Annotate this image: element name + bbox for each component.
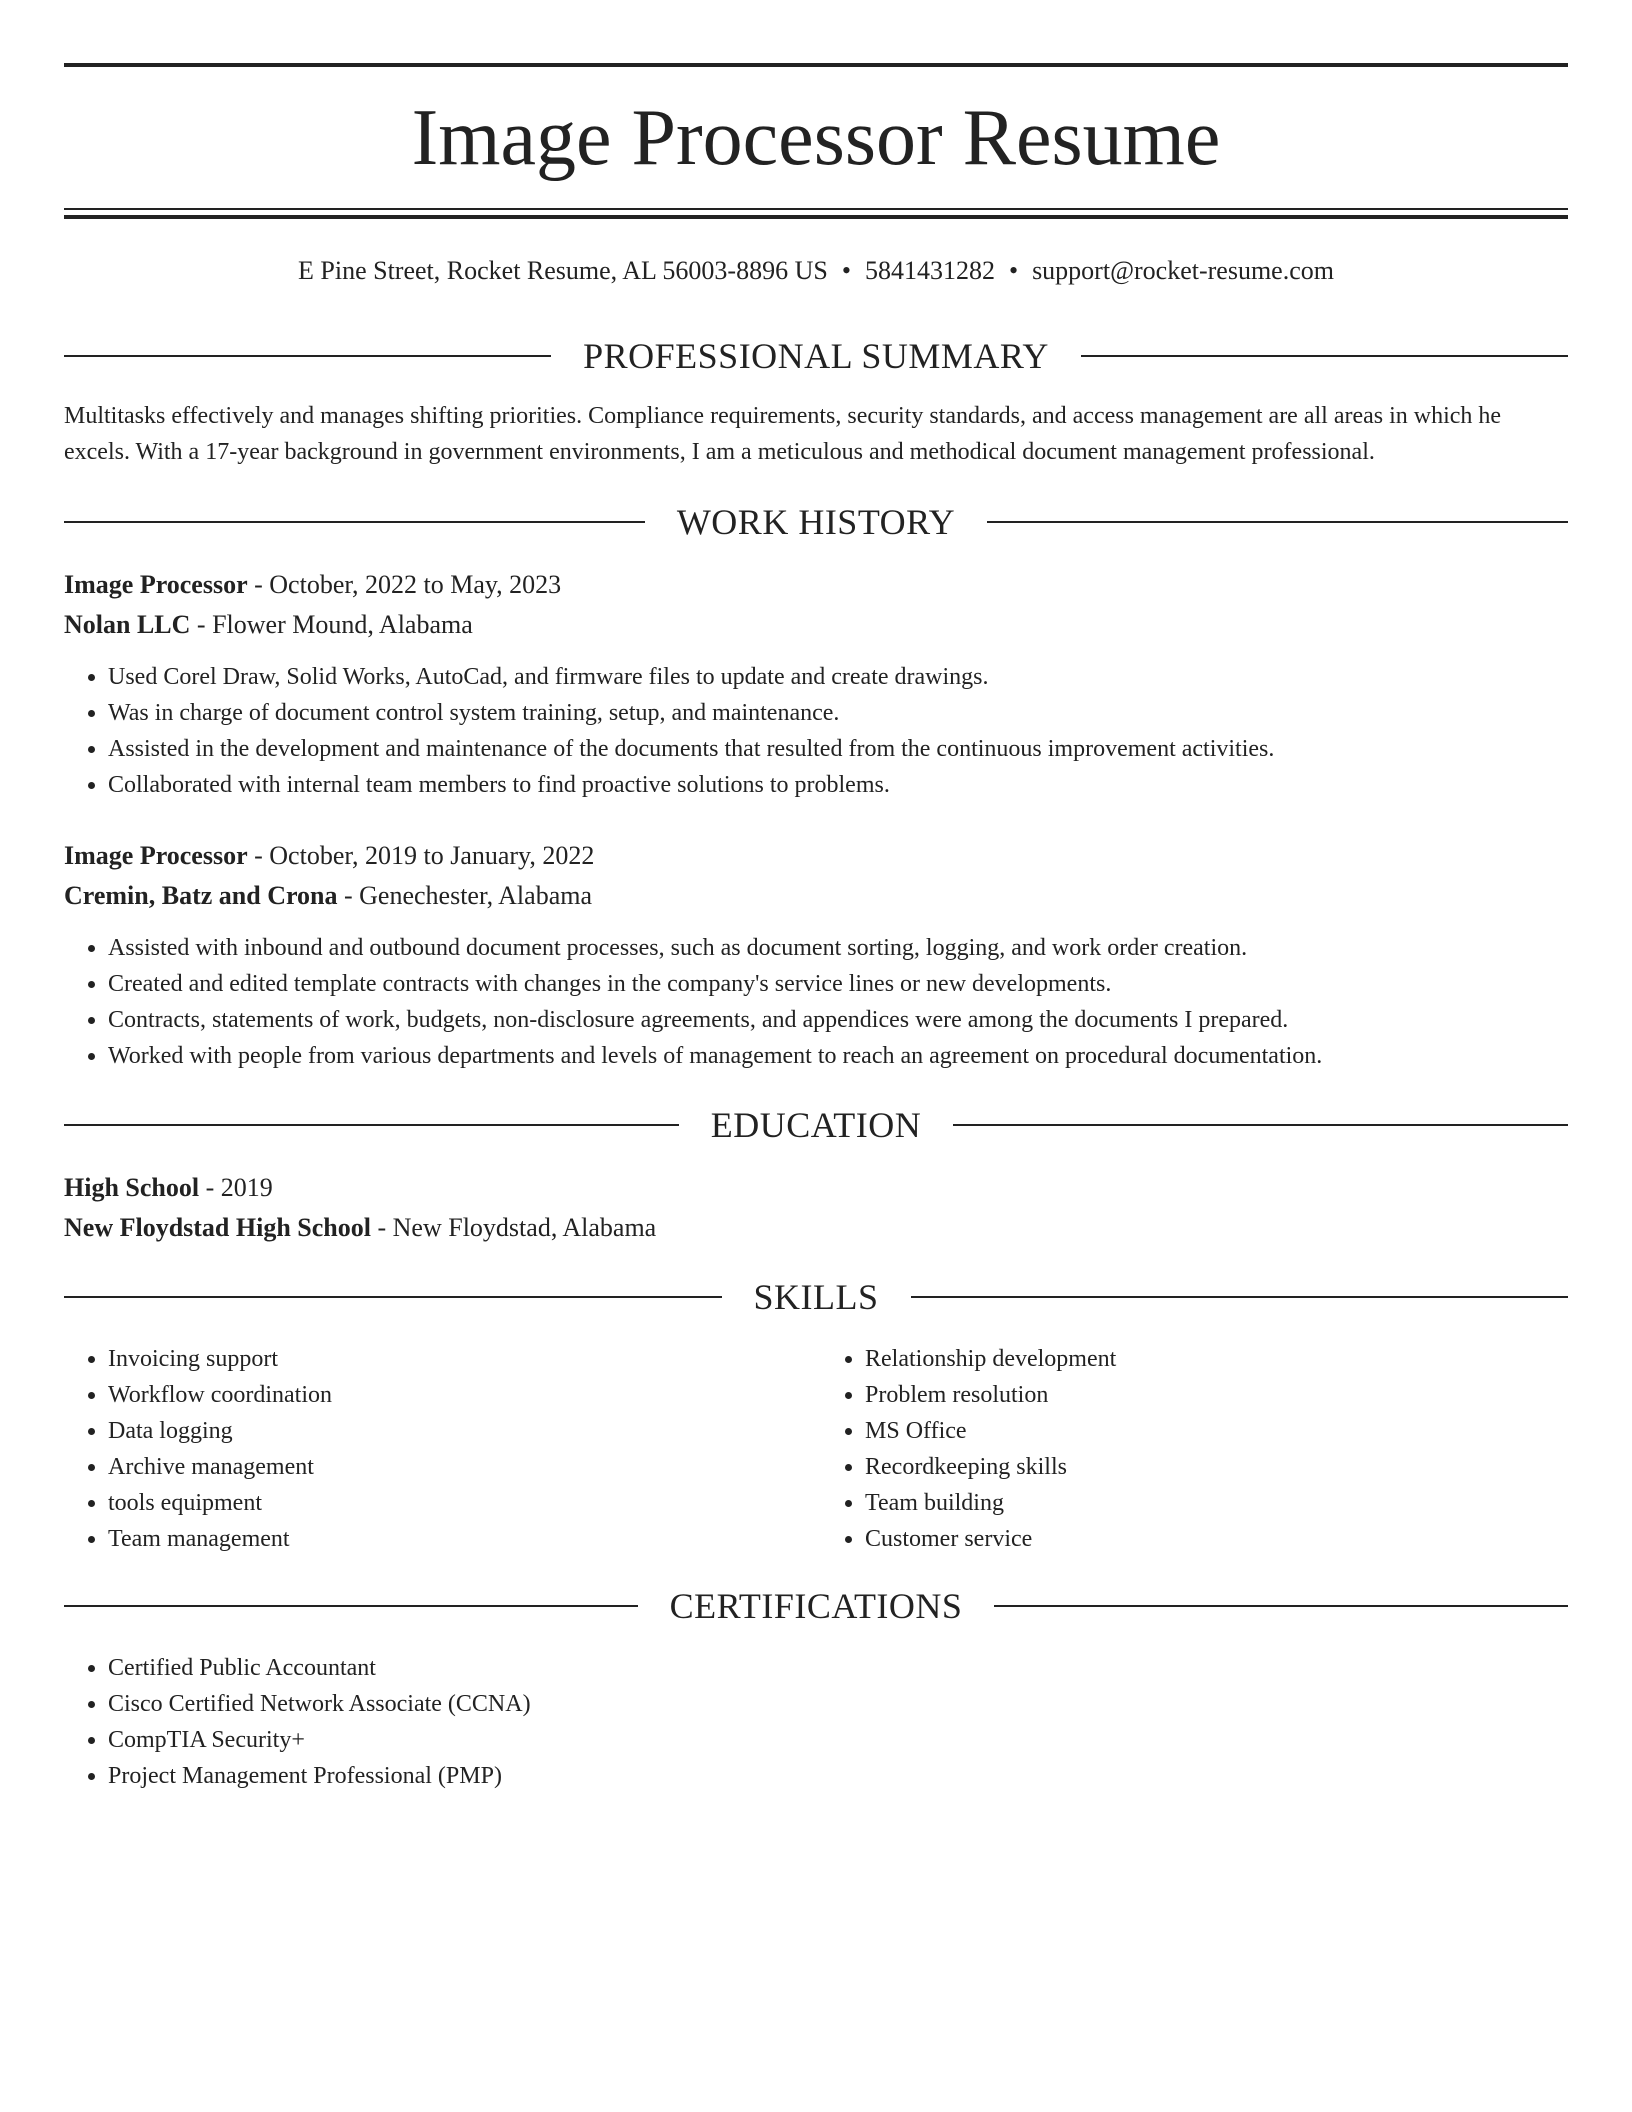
section-rule: [64, 1605, 638, 1607]
section-rule: [911, 1296, 1569, 1298]
job-company-line: [64, 605, 1568, 645]
section-title-summary: PROFESSIONAL SUMMARY: [583, 336, 1049, 376]
list-item: • Team building: [865, 1485, 1568, 1521]
section-rule: [64, 1296, 722, 1298]
job-title: Image Processor: [64, 841, 248, 870]
job-dates: - October, 2019 to January, 2022: [247, 841, 595, 870]
section-rule: [994, 1605, 1568, 1607]
list-item: • Team management: [108, 1521, 811, 1557]
section-header-skills: [64, 1275, 1568, 1319]
list-item: • MS Office: [865, 1413, 1568, 1449]
list-item: • Cisco Certified Network Associate (CCNA): [108, 1686, 1568, 1722]
job-entry: [64, 565, 1568, 803]
job-title-line: [64, 565, 1568, 605]
list-item: • Invoicing support: [108, 1341, 811, 1377]
list-item: • Used Corel Draw, Solid Works, AutoCad, and firmware files to update and create drawings.: [108, 659, 1568, 695]
contact-phone: 5841431282: [864, 256, 995, 285]
education-year: - 2019: [199, 1173, 273, 1202]
section-header-summary: [64, 334, 1568, 378]
section-title-skills: SKILLS: [753, 1277, 879, 1317]
job-bullets: [64, 930, 1568, 1074]
job-location: - Flower Mound, Alabama: [190, 610, 473, 639]
section-title-education: EDUCATION: [710, 1105, 922, 1145]
summary-block: [64, 398, 1568, 470]
section-header-education: [64, 1103, 1568, 1147]
section-header-certifications: [64, 1584, 1568, 1628]
education-school-line: [64, 1208, 1568, 1248]
job-company-line: [64, 876, 1568, 916]
job-company: Nolan LLC: [64, 610, 191, 639]
list-item: • Customer service: [865, 1521, 1568, 1557]
list-item: • Created and edited template contracts with changes in the company's service lines or new developments.: [108, 966, 1568, 1002]
contact-address: E Pine Street, Rocket Resume, AL 56003-8896 US: [298, 256, 828, 285]
list-item: • Assisted with inbound and outbound document processes, such as document sorting, logging, and work order creation.: [108, 930, 1568, 966]
list-item: • Archive management: [108, 1449, 811, 1485]
section-title-certifications: CERTIFICATIONS: [669, 1586, 963, 1626]
list-item: • Recordkeeping skills: [865, 1449, 1568, 1485]
certifications-list-block: [64, 1650, 1568, 1794]
education-degree-line: [64, 1168, 1568, 1208]
section-rule: [64, 355, 551, 357]
contact-separator: •: [1008, 256, 1019, 285]
contact-email: support@rocket-resume.com: [1032, 256, 1334, 285]
list-item: • Certified Public Accountant: [108, 1650, 1568, 1686]
contact-separator: •: [841, 256, 851, 285]
section-rule: [64, 521, 645, 523]
education-entry: [64, 1168, 1568, 1248]
job-entry: [64, 836, 1568, 1074]
education-school: New Floydstad High School: [64, 1213, 371, 1242]
section-rule: [987, 521, 1568, 523]
title-rule-thick: [64, 215, 1568, 219]
list-item: • Relationship development: [865, 1341, 1568, 1377]
list-item: • Project Management Professional (PMP): [108, 1758, 1568, 1794]
job-dates: - October, 2022 to May, 2023: [247, 570, 562, 599]
certifications-list: [64, 1650, 1568, 1794]
job-title: Image Processor: [64, 570, 248, 599]
list-item: • Worked with people from various departments and levels of management to reach an agreement on procedural documentation.: [108, 1038, 1568, 1074]
list-item: • Data logging: [108, 1413, 811, 1449]
list-item: • Contracts, statements of work, budgets, non-disclosure agreements, and appendices were among the documents I prepared.: [108, 1002, 1568, 1038]
section-rule: [64, 1124, 679, 1126]
section-rule: [1081, 355, 1568, 357]
skills-column-left: [64, 1341, 811, 1557]
list-item: • CompTIA Security+: [108, 1722, 1568, 1758]
list-item: • Was in charge of document control system training, setup, and maintenance.: [108, 695, 1568, 731]
section-header-work: [64, 500, 1568, 544]
job-location: - Genechester, Alabama: [337, 881, 593, 910]
education-location: - New Floydstad, Alabama: [371, 1213, 657, 1242]
section-rule: [953, 1124, 1568, 1126]
list-item: • Workflow coordination: [108, 1377, 811, 1413]
contact-line: [64, 254, 1568, 288]
section-title-work: WORK HISTORY: [676, 502, 956, 542]
list-item: • Collaborated with internal team members to find proactive solutions to problems.: [108, 767, 1568, 803]
list-item: • Problem resolution: [865, 1377, 1568, 1413]
list-item: • tools equipment: [108, 1485, 811, 1521]
top-rule: [64, 63, 1568, 67]
skills-column-right: [811, 1341, 1568, 1557]
job-bullets: [64, 659, 1568, 803]
list-item: • Assisted in the development and maintenance of the documents that resulted from the continuous improvement activities.: [108, 731, 1568, 767]
page-title: Image Processor Resume: [411, 94, 1221, 182]
job-title-line: [64, 836, 1568, 876]
summary-text: Multitasks effectively and manages shifting priorities. Compliance requirements, security standards, and access management are all areas in which he excels. With a 17-year background in government environments, I am a meticulous and methodical document management professional.: [64, 403, 1502, 465]
title-rule-thin: [64, 208, 1568, 210]
job-company: Cremin, Batz and Crona: [64, 881, 338, 910]
education-degree: High School: [64, 1173, 200, 1202]
skills-list: [64, 1341, 1568, 1557]
